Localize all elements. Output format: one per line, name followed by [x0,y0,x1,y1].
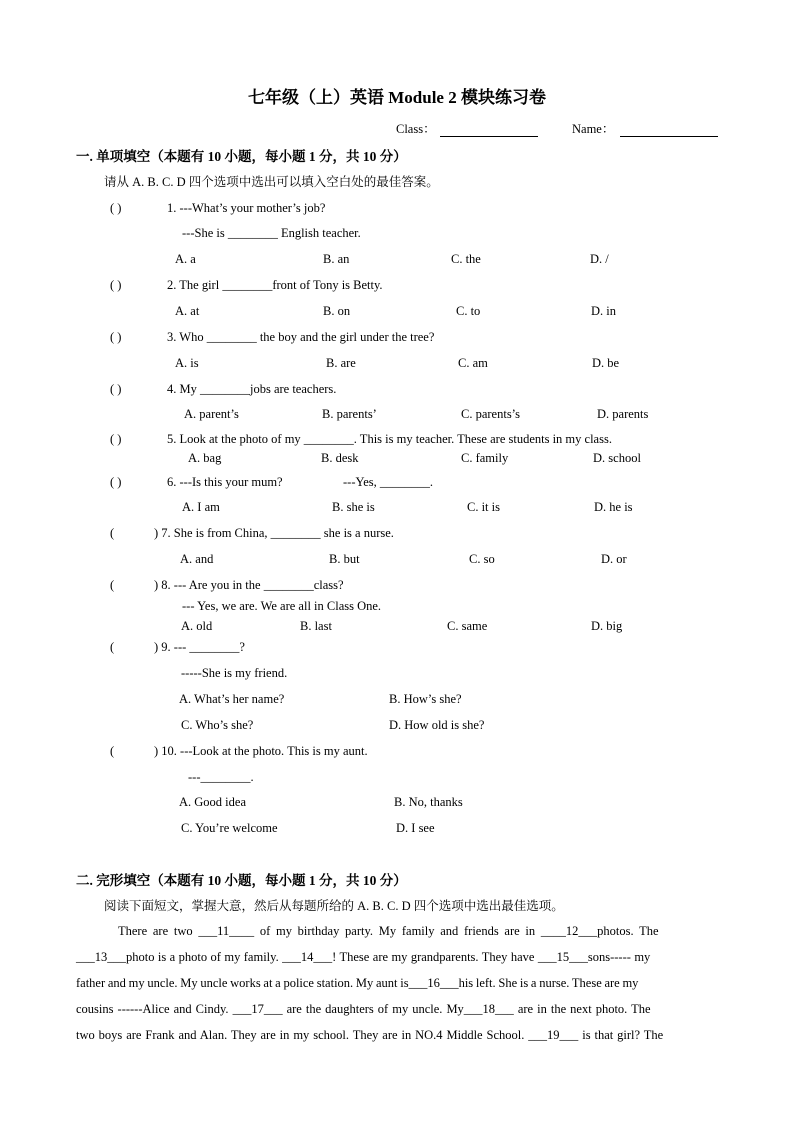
q8-stem2: --- Yes, we are. We are all in Class One. [182,599,382,613]
q1-stem: 1. ---What’s your mother’s job? [167,201,326,215]
q10-stem2: ---________. [188,770,254,784]
q9-option-c: C. Who’s she? [181,718,254,732]
answer-paren[interactable]: ( ) [110,382,122,396]
q3-option-d: D. be [592,356,620,370]
q5-option-a: A. bag [188,451,222,465]
q10-stem: ) 10. ---Look at the photo. This is my aunt. [154,744,368,758]
q9-option-d: D. How old is she? [389,718,485,732]
page-title: 七年级（上）英语 Module 2 模块练习卷 [248,88,546,107]
answer-paren-open[interactable]: ( [110,578,115,592]
q6-option-a: A. I am [182,500,220,514]
answer-paren-open[interactable]: ( [110,744,115,758]
q8-option-c: C. same [447,619,488,633]
q7-option-d: D. or [601,552,627,566]
q8-stem: ) 8. --- Are you in the ________class? [154,578,344,592]
passage-line: ___13___photo is a photo of my family. ___14___! These are my grandparents. They have ___15___sons----- my [76,950,651,964]
answer-paren[interactable]: ( ) [110,201,122,215]
q10-option-c: C. You’re welcome [181,821,278,835]
passage-line: cousins ------Alice and Cindy. ___17___ are the daughters of my uncle. My___18___ are in the next photo. The [76,1002,651,1016]
section2-instruction: 阅读下面短文，掌握大意，然后从每题所给的 A. B. C. D 四个选项中选出最佳选项。 [104,899,564,913]
answer-paren[interactable]: ( ) [110,278,122,292]
name-field[interactable] [620,123,718,137]
q6-option-d: D. he is [594,500,633,514]
answer-paren[interactable]: ( ) [110,432,122,446]
q9-option-b: B. How’s she? [389,692,462,706]
q10-option-b: B. No, thanks [394,795,463,809]
q5-option-c: C. family [461,451,509,465]
section1-heading: 一. 单项填空（本题有 10 小题，每小题 1 分，共 10 分） [76,149,407,164]
q8-option-d: D. big [591,619,623,633]
passage-line: father and my uncle. My uncle works at a police station. My aunt is___16___his left. She is a nurse. These are my [76,976,639,990]
answer-paren-open[interactable]: ( [110,526,115,540]
q3-option-c: C. am [458,356,488,370]
passage-line: There are two ___11____ of my birthday party. My family and friends are in ____12___photos. The [118,924,659,938]
q2-option-a: A. at [175,304,200,318]
q2-stem: 2. The girl ________front of Tony is Betty. [167,278,383,292]
q10-option-d: D. I see [396,821,435,835]
section1-instruction: 请从 A. B. C. D 四个选项中选出可以填入空白处的最佳答案。 [104,175,439,189]
q7-option-a: A. and [180,552,214,566]
q9-stem: ) 9. --- ________? [154,640,245,654]
q1-stem2: ---She is ________ English teacher. [182,226,361,240]
q1-option-d: D. / [590,252,609,266]
q6-option-c: C. it is [467,500,500,514]
answer-paren[interactable]: ( ) [110,475,122,489]
q2-option-d: D. in [591,304,616,318]
q3-option-b: B. are [326,356,356,370]
q9-option-a: A. What’s her name? [179,692,285,706]
q4-option-d: D. parents [597,407,649,421]
q4-stem: 4. My ________jobs are teachers. [167,382,337,396]
name-label: Name： [572,122,615,136]
q3-stem: 3. Who ________ the boy and the girl under the tree? [167,330,435,344]
answer-paren-open[interactable]: ( [110,640,115,654]
q5-option-d: D. school [593,451,641,465]
q5-option-b: B. desk [321,451,359,465]
q2-option-b: B. on [323,304,351,318]
answer-paren[interactable]: ( ) [110,330,122,344]
q1-option-a: A. a [175,252,196,266]
class-label: Class： [396,122,436,136]
q9-stem2: -----She is my friend. [181,666,288,680]
q8-option-b: B. last [300,619,332,633]
q6-stem2: ---Yes, ________. [343,475,434,489]
q3-option-a: A. is [175,356,199,370]
q8-option-a: A. old [181,619,213,633]
q7-stem: ) 7. She is from China, ________ she is a nurse. [154,526,394,540]
class-field[interactable] [440,123,538,137]
q4-option-c: C. parents’s [461,407,521,421]
q5-stem: 5. Look at the photo of my ________. This is my teacher. These are students in my class. [167,432,612,446]
q2-option-c: C. to [456,304,481,318]
q1-option-c: C. the [451,252,481,266]
q10-option-a: A. Good idea [179,795,246,809]
q7-option-c: C. so [469,552,495,566]
q7-option-b: B. but [329,552,360,566]
q1-option-b: B. an [323,252,350,266]
q6-option-b: B. she is [332,500,375,514]
passage-line: two boys are Frank and Alan. They are in my school. They are in NO.4 Middle School. ___19___ is that girl? The [76,1028,664,1042]
section2-heading: 二. 完形填空（本题有 10 小题，每小题 1 分，共 10 分） [76,873,407,888]
q4-option-b: B. parents’ [322,407,377,421]
q6-stem: 6. ---Is this your mum? [167,475,283,489]
q4-option-a: A. parent’s [184,407,239,421]
